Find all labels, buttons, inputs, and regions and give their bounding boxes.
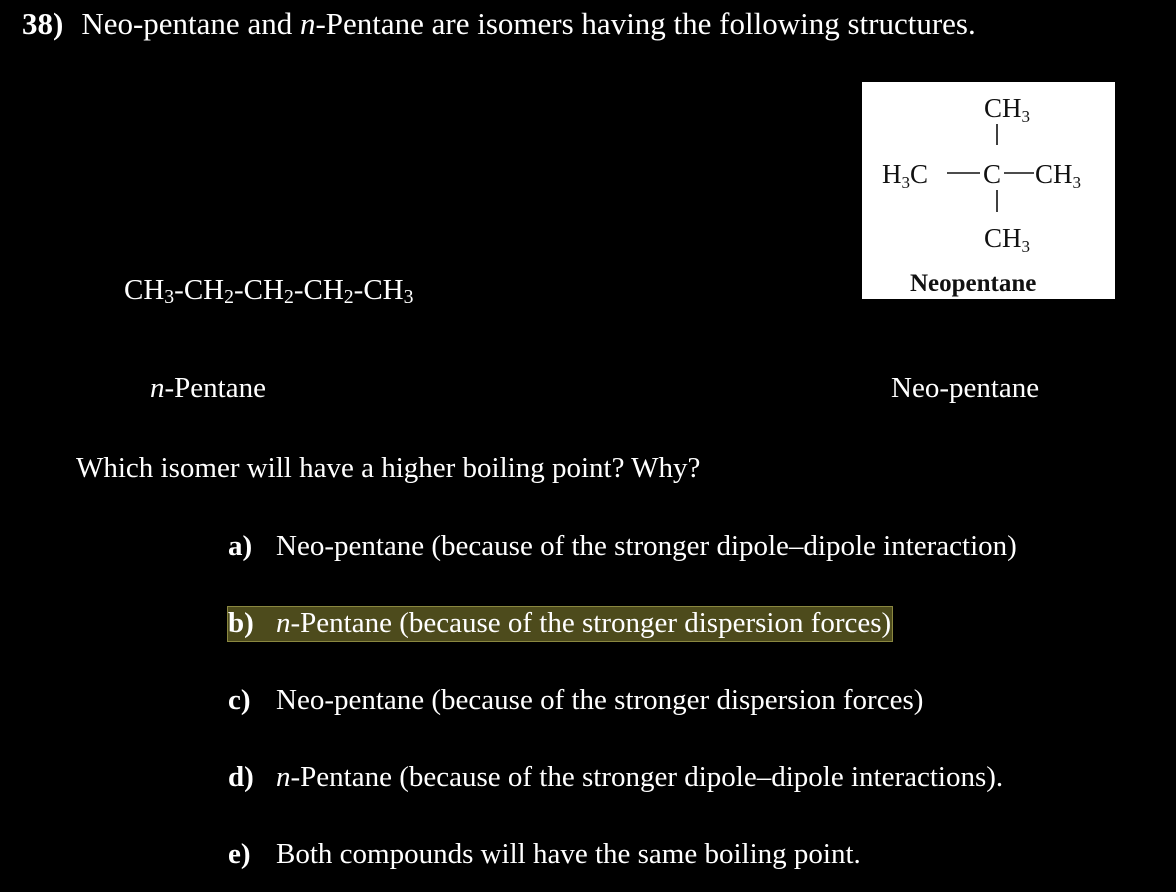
question-number: 38) <box>22 6 64 41</box>
option-letter: a) <box>228 530 253 562</box>
structure-bottom-group: CH3 <box>984 223 1031 256</box>
neo-pentane-label: Neo-pentane <box>891 372 1040 404</box>
option-letter: e) <box>228 838 251 870</box>
option-letter: c) <box>228 684 251 716</box>
title-italic-n: n <box>299 6 316 41</box>
option-text: Both compounds will have the same boiling point. <box>276 838 861 870</box>
structure-caption: Neopentane <box>910 270 1037 297</box>
option-text: Neo-pentane (because of the stronger dipole–dipole interaction) <box>276 530 1017 562</box>
option-text: -Pentane (because of the stronger dispersion forces) <box>290 607 892 639</box>
answer-option-a[interactable] <box>228 530 1017 563</box>
question-title <box>22 6 976 42</box>
option-letter: b) <box>228 607 254 639</box>
title-text-pre: Neo-pentane and <box>81 6 300 41</box>
structure-right-group: CH3 <box>1035 159 1082 192</box>
answer-option-c[interactable] <box>228 684 923 717</box>
structure-center-atom: C <box>983 159 1002 189</box>
title-text-post: -Pentane are isomers having the following structures. <box>315 6 976 41</box>
structure-left-group: H3C <box>882 159 929 192</box>
option-text: Neo-pentane (because of the stronger dispersion forces) <box>276 684 924 716</box>
answer-option-d[interactable]: d) n-Pentane (because of the stronger dipole–dipole interactions). <box>228 761 1004 793</box>
structure-top-group: CH3 <box>984 93 1031 126</box>
neopentane-structure-image <box>862 82 1115 299</box>
answer-option-b[interactable] <box>228 607 892 640</box>
option-text: -Pentane (because of the stronger dipole–dipole interactions). <box>290 761 1004 793</box>
option-letter: d) <box>228 761 254 793</box>
selected-answer-highlight: b) n-Pentane (because of the stronger dispersion forces) <box>228 607 892 639</box>
n-pentane-label: n-Pentane <box>150 372 266 404</box>
answer-option-e[interactable] <box>228 838 861 871</box>
question-prompt: Which isomer will have a higher boiling point? Why? <box>76 452 701 484</box>
n-pentane-formula: $CH_3-CH_2-CH_2-CH_2-CH_3$ <box>124 274 414 308</box>
